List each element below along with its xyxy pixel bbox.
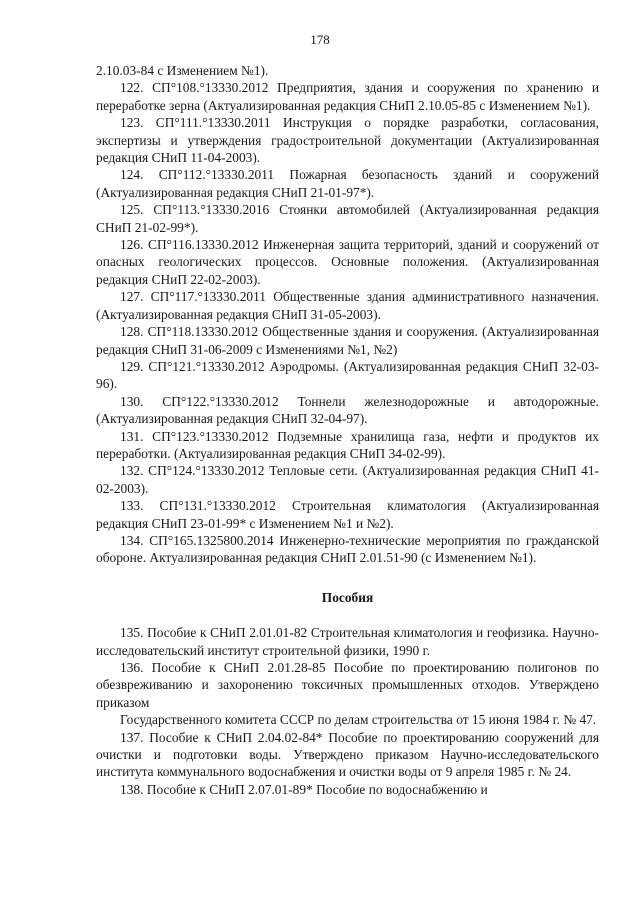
list-item: 137. Пособие к СНиП 2.04.02-84* Пособие по проектированию сооружений для очистки и подготовки воды. Утверждено приказом Научно-исследовательского института коммунального водоснабжения и очистки воды от 9 апреля 1985 г. № 24. xyxy=(96,729,599,780)
list-item: 124. СП°112.°13330.2011 Пожарная безопасность зданий и сооружений (Актуализированная редакция СНиП 21-01-97*). xyxy=(96,167,599,200)
list-item: 131. СП°123.°13330.2012 Подземные хранилища газа, нефти и продуктов их переработки. (Актуализированная редакция СНиП 34-02-99). xyxy=(96,428,599,461)
list-item: 132. СП°124.°13330.2012 Тепловые сети. (Актуализированная редакция СНиП 41-02-2003). xyxy=(96,463,599,496)
list-item: Государственного комитета СССР по делам строительства от 15 июня 1984 г. № 47. xyxy=(120,712,597,728)
list-item: 2.10.03-84 с Изменением №1). xyxy=(96,63,269,78)
list-item: 129. СП°121.°13330.2012 Аэродромы. (Актуализированная редакция СНиП 32-03-96). xyxy=(96,358,599,392)
list-item: 122. СП°108.°13330.2012 Предприятия, здания и сооружения по хранению и переработке зерна (Актуализированная редакция СНиП 2.10.05-85 с Изменением №1). xyxy=(96,80,599,113)
list-item: 138. Пособие к СНиП 2.07.01-89* Пособие по водоснабжению и xyxy=(120,781,488,797)
list-item: 130. СП°122.°13330.2012 Тоннели железнодорожные и автодорожные. (Актуализированная редакция СНиП 32-04-97). xyxy=(96,393,599,427)
list-item: 135. Пособие к СНиП 2.01.01-82 Строительная климатология и геофизика. Научно-исследовательский институт строительной физики, 1990 г. xyxy=(96,625,599,658)
list-item: 128. СП°118.13330.2012 Общественные здания и сооружения. (Актуализированная редакция СНиП 31-06-2009 с Изменениями №1, №2) xyxy=(96,324,599,357)
allowances-list xyxy=(96,624,599,798)
list-item: 125. СП°113.°13330.2016 Стоянки автомобилей (Актуализированная редакция СНиП 21-02-99*). xyxy=(96,202,599,235)
list-item: 134. СП°165.1325800.2014 Инженерно-технические мероприятия по гражданской обороне. Актуализированная редакция СНиП 2.01.51-90 (с Изменением №1). xyxy=(96,532,599,566)
list-item: 123. СП°111.°13330.2011 Инструкция о порядке разработки, согласования, экспертизы и утверждения градостроительной документации (Актуализированная редакция СНиП 11-04-2003). xyxy=(96,115,599,166)
section-heading: Пособия xyxy=(321,589,374,605)
list-item: 126. СП°116.13330.2012 Инженерная защита территорий, зданий и сооружений от опасных геологических процессов. Основные положения. (Актуализированная редакция СНиП 22-02-2003). xyxy=(96,237,599,287)
document-body xyxy=(96,62,599,798)
list-item: 136. Пособие к СНиП 2.01.28-85 Пособие по проектированию полигонов по обезвреживанию и захоронению токсичных промышленных отходов. Утверждено приказом xyxy=(96,660,599,710)
list-item: 127. СП°117.°13330.2011 Общественные здания административного назначения. (Актуализированная редакция СНиП 31-05-2003). xyxy=(96,289,599,322)
page-number: 178 xyxy=(310,32,330,47)
standards-list xyxy=(96,62,599,567)
list-item: 133. СП°131.°13330.2012 Строительная климатология (Актуализированная редакция СНиП 23-01-99* с Изменением №1 и №2). xyxy=(96,498,599,531)
